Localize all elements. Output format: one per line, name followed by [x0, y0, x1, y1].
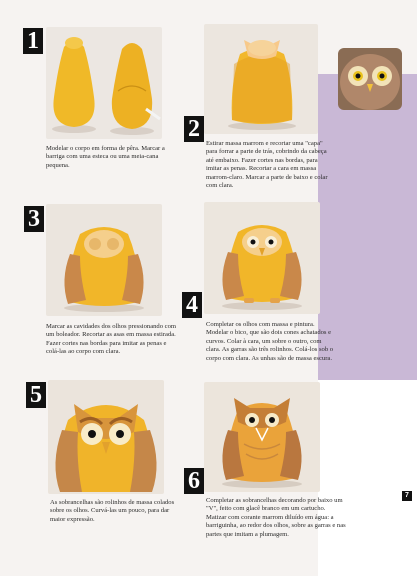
step-1-number: 1	[23, 28, 43, 54]
step-1-caption: Modelar o corpo em forma de pêra. Marcar a barriga com uma esteca ou uma meia-cana pequena.	[46, 145, 165, 169]
step-5-number: 5	[26, 382, 46, 408]
step-4-caption: Completar os olhos com massa e pintura. Modelar o bico, que são dois cones achatados e curvos. Colar à cara, um sobre o outro, com clara. As garras são três rolinhos. Colá-los sob o corpo com clara. As unhas são de massa escura.	[206, 321, 334, 362]
step-6-caption: Completar as sobrancelhas decorando por baixo um "V", feito com glacê branco em um cartucho. Matizar com corante marrom diluído em água: a barriguinha, ao redor dos olhos, sobre as garras e nas partes que imitam a plumagem.	[206, 497, 346, 538]
step-1-photo	[46, 27, 162, 139]
step-5-caption: As sobrancelhas são rolinhos de massa colados sobre os olhos. Curvá-las um pouco, para dar maior expressão.	[50, 499, 175, 523]
page-number: 7	[402, 491, 412, 501]
step-6-photo	[204, 382, 320, 492]
step-4-photo	[204, 202, 320, 314]
step-4-number: 4	[182, 292, 202, 318]
step-3-number: 3	[24, 206, 44, 232]
step-3-caption: Marcar as cavidades dos olhos pressionando com um boleador. Recortar as asas em massa estirada. Fazer cortes nas bordas para imitar as penas e colá-las ao corpo com clara.	[46, 323, 177, 356]
step-2-caption: Estirar massa marrom e recortar uma "capa" para forrar a parte de trás, cobrindo da cabeça até embaixo. Fazer cortes nas bordas, para imitar as penas. Recortar a cara em massa marrom-claro. Marcar a parte de baixo e colar com clara.	[206, 140, 328, 190]
step-6-number: 6	[184, 468, 204, 494]
step-2-number: 2	[184, 116, 204, 142]
owl-face-closeup	[338, 48, 402, 110]
step-2-photo	[204, 24, 318, 134]
white-margin	[318, 380, 417, 576]
step-5-photo	[48, 380, 164, 494]
step-3-photo	[46, 204, 162, 316]
